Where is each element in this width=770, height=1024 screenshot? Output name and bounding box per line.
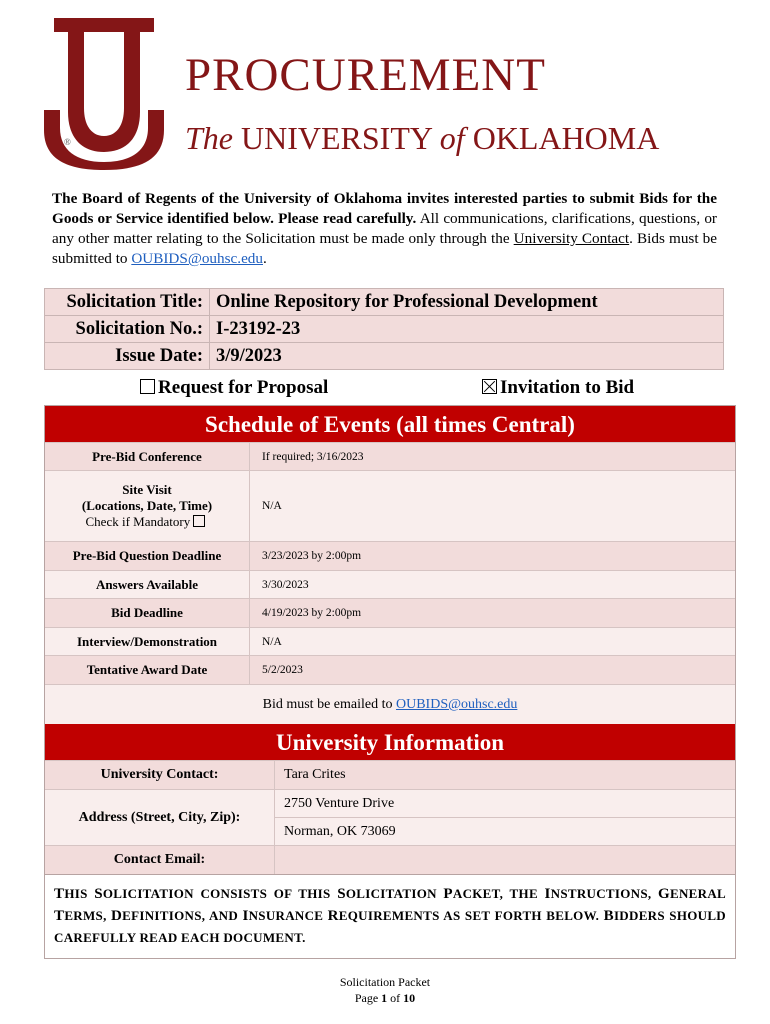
address-label: Address (Street, City, Zip): (45, 789, 275, 845)
contact-email-label: Contact Email: (45, 845, 275, 874)
site-visit-line2: (Locations, Date, Time) (81, 498, 213, 513)
intro-text: All communications, clarifications, questions, or any other matter relating to the Solicitation must be made only through the (52, 210, 717, 247)
answers-label: Answers Available (45, 570, 250, 598)
question-deadline-label: Pre-Bid Question Deadline (45, 541, 250, 570)
procurement-header (40, 10, 740, 178)
site-visit-value: N/A (250, 470, 735, 541)
contact-email-value (275, 845, 735, 874)
prebid-value: If required; 3/16/2023 (250, 442, 735, 470)
intro-text-2: . Bids must be submitted to (52, 230, 717, 267)
subtitle-of: of (439, 120, 465, 156)
footer-packet: Solicitation Packet (339, 975, 431, 989)
bids-email-link[interactable]: OUBIDS@ouhsc.edu (131, 250, 263, 267)
mandatory-row (86, 514, 209, 530)
schedule-heading: Schedule of Events (all times Central) (45, 406, 735, 442)
intro-bold: The Board of Regents of the University of Oklahoma invites interested parties to submit Bids for the Goods or Service identified below. Please read carefully. (52, 190, 717, 227)
rfp-checkbox[interactable] (140, 379, 155, 394)
bid-email-note (45, 684, 735, 724)
university-info-heading: University Information (45, 724, 735, 760)
contact-value: Tara Crites (275, 760, 735, 789)
bid-deadline-value: 4/19/2023 by 2:00pm (250, 598, 735, 627)
subtitle-university: UNIVERSITY (241, 120, 432, 156)
registered-mark: ® (64, 137, 71, 147)
schedule-container (44, 405, 736, 959)
schedule-grid (45, 442, 735, 684)
address-line2: Norman, OK 73069 (275, 817, 735, 845)
answers-value: 3/30/2023 (250, 570, 735, 598)
issue-date-label: Issue Date: (45, 343, 210, 370)
issue-date-value: 3/9/2023 (210, 343, 724, 370)
note-text: Bid must be emailed to (262, 697, 396, 712)
note-email-link[interactable]: OUBIDS@ouhsc.edu (395, 697, 518, 712)
subtitle-oklahoma: OKLAHOMA (472, 120, 660, 156)
site-visit-label (45, 470, 250, 541)
itb-label: Invitation to Bid (500, 377, 635, 398)
solicitation-number-label: Solicitation No.: (45, 316, 210, 343)
address-line1: 2750 Venture Drive (275, 789, 735, 817)
university-subtitle (185, 122, 659, 154)
ou-logo-icon (40, 10, 168, 172)
university-contact-link[interactable]: University Contact (513, 230, 630, 247)
solicitation-title-label: Solicitation Title: (45, 289, 210, 316)
rfp-option[interactable] (140, 377, 328, 399)
itb-checkbox[interactable] (482, 379, 497, 394)
intro-paragraph (52, 189, 717, 269)
interview-label: Interview/Demonstration (45, 627, 250, 655)
procurement-title: PROCUREMENT (185, 49, 546, 101)
contact-label: University Contact: (45, 760, 275, 789)
mandatory-checkbox[interactable] (193, 515, 205, 527)
award-date-label: Tentative Award Date (45, 655, 250, 684)
rfp-label: Request for Proposal (158, 377, 329, 398)
intro-period: . (263, 250, 267, 267)
award-date-value: 5/2/2023 (250, 655, 735, 684)
itb-option[interactable] (482, 377, 634, 399)
solicitation-table (44, 288, 724, 370)
university-info-grid (45, 760, 735, 874)
subtitle-the: The (185, 120, 233, 156)
solicitation-title-value: Online Repository for Professional Development (210, 289, 724, 316)
interview-value: N/A (250, 627, 735, 655)
site-visit-line1: Site Visit (122, 482, 172, 497)
mandatory-label: Check if Mandatory (85, 514, 191, 529)
solicitation-number-value: I-23192-23 (210, 316, 724, 343)
footer-page-number: Page 1 of 10 (354, 991, 416, 1005)
prebid-label: Pre-Bid Conference (45, 442, 250, 470)
solicitation-statement: THIS SOLICITATION CONSISTS OF THIS SOLICITATION PACKET, THE INSTRUCTIONS, GENERAL TERMS, DEFINITIONS, AND INSURANCE REQUIREMENTS AS SET FORTH BELOW. BIDDERS SHOULD CAREFULLY READ EACH DOCUMENT. (45, 874, 735, 958)
question-deadline-value: 3/23/2023 by 2:00pm (250, 541, 735, 570)
bid-deadline-label: Bid Deadline (45, 598, 250, 627)
